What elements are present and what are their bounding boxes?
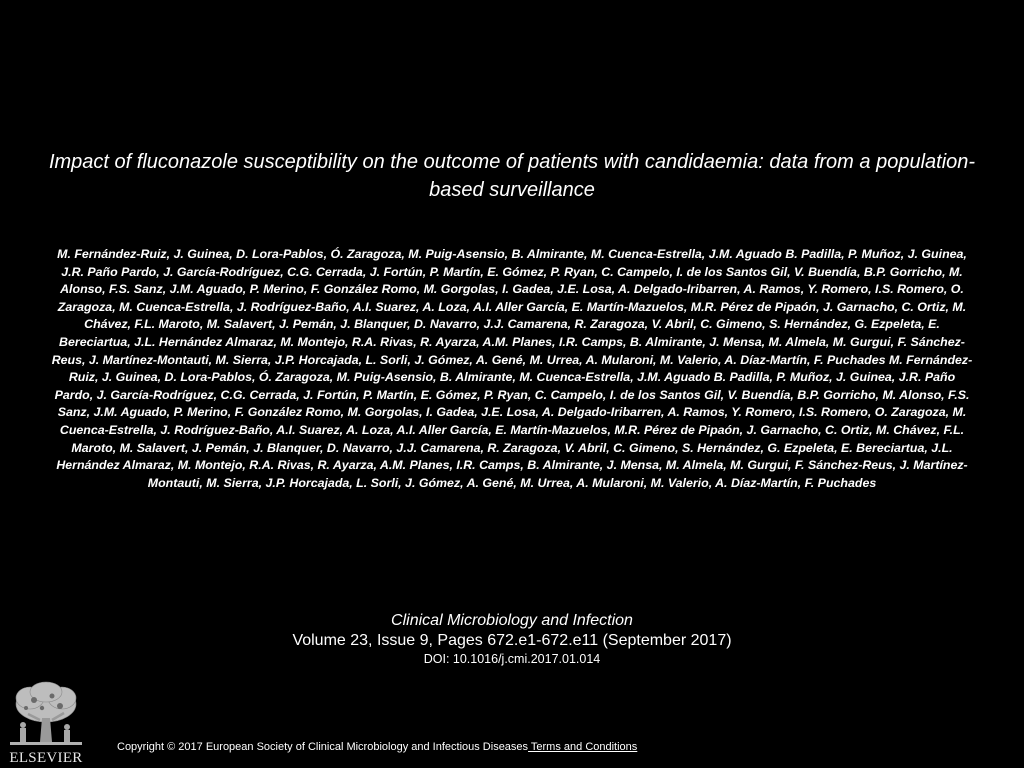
journal-name: Clinical Microbiology and Infection — [391, 612, 633, 629]
doi: DOI: 10.1016/j.cmi.2017.01.014 — [423, 652, 601, 666]
volume-info: Volume 23, Issue 9, Pages 672.e1-672.e11 (September 2017) — [292, 632, 732, 649]
copyright-notice — [117, 741, 697, 754]
copyright-text: Copyright © 2017 European Society of Clinical Microbiology and Infectious Diseases — [117, 741, 529, 753]
elsevier-logo — [4, 680, 88, 766]
elsevier-tree-icon — [4, 680, 88, 750]
terms-and-conditions-link[interactable]: Terms and Conditions — [528, 741, 638, 753]
author-list: M. Fernández-Ruiz, J. Guinea, D. Lora-Pablos, Ó. Zaragoza, M. Puig-Asensio, B. Almirante, M. Cuenca-Estrella, J.M. Aguado B. Padilla, P. Muñoz, J. Guinea, J.R. Paño Pardo, J. García-Rodríguez, C.G. Cerrada, J. Fortún, P. Martín, E. Gómez, P. Ryan, C. Campelo, I. de los Santos Gil, V. Buendía, B.P. Gorricho, M. Alonso, F.S. Sanz, J.M. Aguado, P. Merino, F. González Romo, M. Gorgolas, I. Gadea, J.E. Losa, A. Delgado-Iribarren, A. Ramos, Y. Romero, I.S. Romero, O. Zaragoza, M. Cuenca-Estrella, J. Rodríguez-Baño, A.I. Suarez, A. Loza, A.I. Aller García, E. Martín-Mazuelos, M.R. Pérez de Pipaón, J. Garnacho, C. Ortiz, M. Chávez, F.L. Maroto, M. Salavert, J. Pemán, J. Blanquer, D. Navarro, J.J. Camarena, R. Zaragoza, V. Abril, C. Gimeno, S. Hernández, G. Ezpeleta, E. Bereciartua, J.L. Hernández Almaraz, M. Montejo, R.A. Rivas, R. Ayarza, A.M. Planes, I.R. Camps, B. Almirante, J. Mensa, M. Almela, M. Gurgui, F. Sánchez-Reus, J. Martínez-Montauti, M. Sierra, J.P. Horcajada, L. Sorli, J. Gómez, A. Gené, M. Urrea, A. Mularoni, M. Valerio, A. Díaz-Martín, F. Puchades M. Fernández-Ruiz, J. Guinea, D. Lora-Pablos, Ó. Zaragoza, M. Puig-Asensio, B. Almirante, M. Cuenca-Estrella, J.M. Aguado B. Padilla, P. Muñoz, J. Guinea, J.R. Paño Pardo, J. García-Rodríguez, C.G. Cerrada, J. Fortún, P. Martín, E. Gómez, P. Ryan, C. Campelo, I. de los Santos Gil, V. Buendía, B.P. Gorricho, M. Alonso, F.S. Sanz, J.M. Aguado, P. Merino, F. González Romo, M. Gorgolas, I. Gadea, J.E. Losa, A. Delgado-Iribarren, A. Ramos, Y. Romero, I.S. Romero, O. Zaragoza, M. Cuenca-Estrella, J. Rodríguez-Baño, A.I. Suarez, A. Loza, A.I. Aller García, E. Martín-Mazuelos, M.R. Pérez de Pipaón, J. Garnacho, C. Ortiz, M. Chávez, F.L. Maroto, M. Salavert, J. Pemán, J. Blanquer, D. Navarro, J.J. Camarena, R. Zaragoza, V. Abril, C. Gimeno, S. Hernández, G. Ezpeleta, E. Bereciartua, J.L. Hernández Almaraz, M. Montejo, R.A. Rivas, R. Ayarza, A.M. Planes, I.R. Camps, B. Almirante, J. Mensa, M. Almela, M. Gurgui, F. Sánchez-Reus, J. Martínez-Montauti, M. Sierra, J.P. Horcajada, L. Sorli, J. Gómez, A. Gené, M. Urrea, A. Mularoni, M. Valerio, A. Díaz-Martín, F. Puchades — [51, 247, 973, 490]
citation-block — [0, 611, 1024, 667]
paper-title: Impact of fluconazole susceptibility on the outcome of patients with candidaemia: data from a population-based surveillance — [48, 151, 976, 201]
elsevier-wordmark: ELSEVIER — [9, 750, 83, 766]
